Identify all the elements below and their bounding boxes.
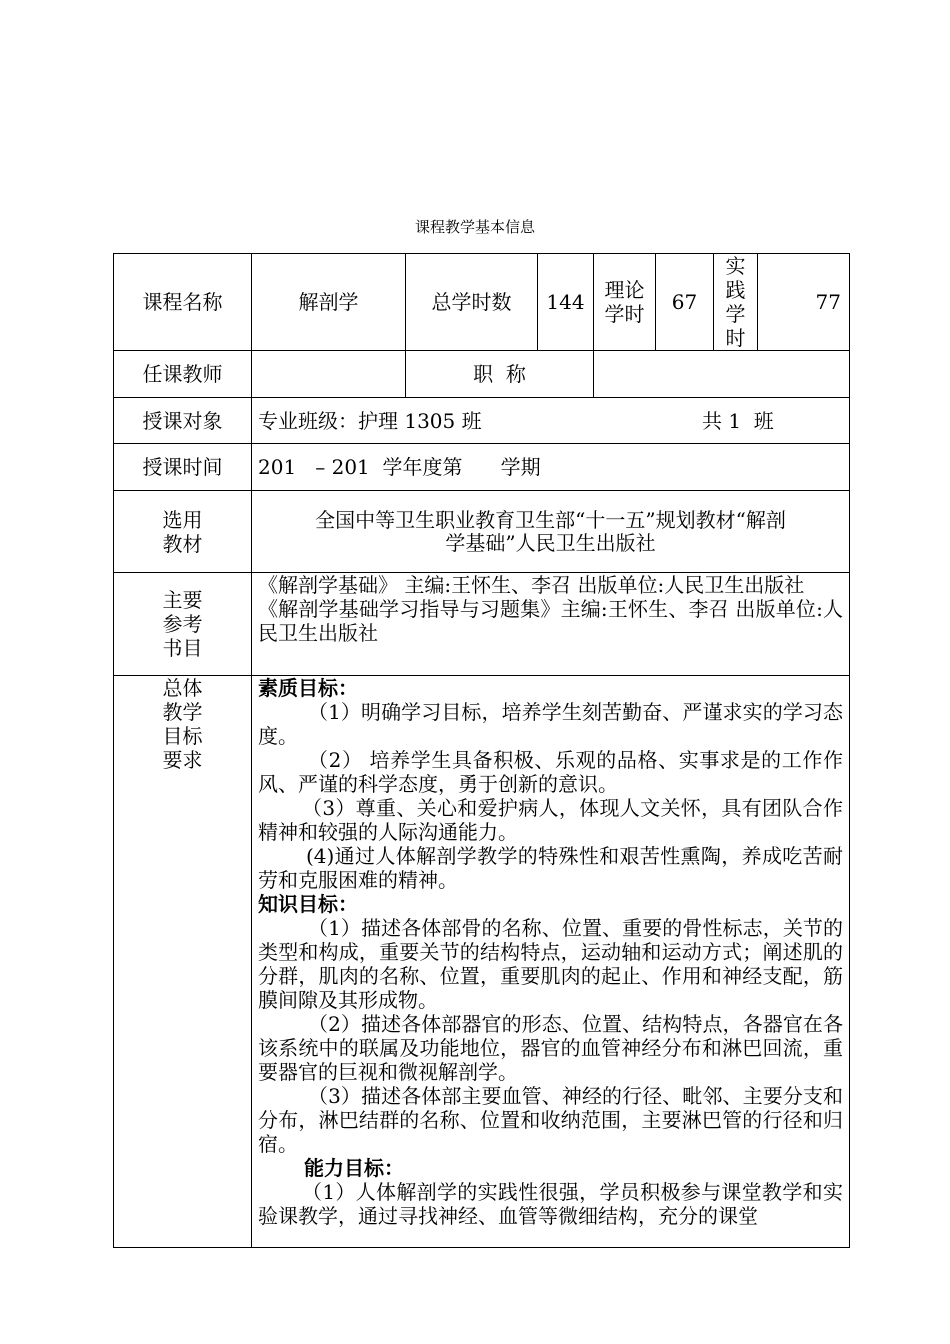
reference-1: 《解剖学基础》 主编:王怀生、李召 出版单位:人民卫生出版社 [258,573,805,597]
reference-2: 《解剖学基础学习指导与习题集》主编:王怀生、李召 出版单位:人民卫生出版社 [258,597,843,645]
knowledge-item-3: （3）描述各体部主要血管、神经的行径、毗邻、主要分支和分布，淋巴结群的名称、位置和收纳范围，主要淋巴管的行径和归宿。 [258,1084,843,1156]
time-value: 201 – 201 学年度第 学期 [252,444,850,491]
goals-label-line4: 要求 [162,748,203,772]
theory-hours-label [594,254,656,351]
target-value [252,398,850,444]
row-goals [114,676,850,1248]
course-name-value: 解剖学 [252,254,406,351]
quality-item-1: （1）明确学习目标，培养学生刻苦勤奋、严谨求实的学习态度。 [258,700,843,748]
textbook-label-line2: 教材 [162,531,203,556]
practice-label-line1: 实践 [725,254,746,302]
theory-hours-value: 67 [656,254,714,351]
textbook-value [252,491,850,573]
knowledge-heading: 知识目标： [258,892,358,916]
theory-label-line2: 学时 [604,302,645,326]
goals-label-line2: 教学 [162,700,203,724]
references-label-line2: 参考 [162,612,203,636]
textbook-line2: 学基础”人民卫生出版社 [445,530,656,555]
practice-label-line2: 学时 [725,302,746,350]
total-hours-label: 总学时数 [406,254,538,351]
teacher-value [252,351,406,398]
row-textbook [114,491,850,573]
goals-label [114,676,252,1248]
teacher-label: 任课教师 [114,351,252,398]
textbook-label-line1: 选用 [162,507,203,532]
quality-item-3: （3）尊重、关心和爱护病人，体现人文关怀，具有团队合作精神和较强的人际沟通能力。 [258,796,843,844]
target-label: 授课对象 [114,398,252,444]
row-course [114,254,850,351]
textbook-line1: 全国中等卫生职业教育卫生部“十一五”规划教材“解剖 [315,507,786,532]
quality-heading: 素质目标： [258,676,358,700]
goals-content [252,676,850,1248]
course-info-table [113,253,850,1248]
references-label-line1: 主要 [162,588,203,612]
references-label [114,573,252,676]
references-label-line3: 书目 [162,636,203,660]
references-value [252,573,850,676]
class-count: 共 1 班 [702,409,774,433]
rank-value [594,351,850,398]
total-hours-value: 144 [538,254,594,351]
knowledge-item-2: （2）描述各体部器官的形态、位置、结构特点，各器官在各该系统中的联属及功能地位，器官的血管神经分布和淋巴回流，重要器官的巨视和微视解剖学。 [258,1012,843,1084]
quality-item-4: (4)通过人体解剖学教学的特殊性和艰苦性熏陶，养成吃苦耐劳和克服困难的精神。 [258,844,843,892]
row-references [114,573,850,676]
row-teacher [114,351,850,398]
rank-label: 职 称 [406,351,594,398]
knowledge-item-1: （1）描述各体部骨的名称、位置、重要的骨性标志，关节的类型和构成，重要关节的结构特点，运动轴和运动方式；阐述肌的分群，肌肉的名称、位置，重要肌肉的起止、作用和神经支配，筋膜间隙及其形成物。 [258,916,843,1012]
ability-heading: 能力目标： [304,1156,404,1180]
textbook-label [114,491,252,573]
class-text: 专业班级：护理 1305 班 [258,408,482,433]
practice-hours-value [758,254,850,351]
row-target [114,398,850,444]
practice-hours-number: 77 [815,290,841,314]
theory-label-line1: 理论 [604,278,645,302]
quality-item-2: （2） 培养学生具备积极、乐观的品格、实事求是的工作作风、严谨的科学态度，勇于创新的意识。 [258,748,843,796]
time-label: 授课时间 [114,444,252,491]
goals-label-line1: 总体 [162,676,203,700]
ability-item-1: （1）人体解剖学的实践性很强，学员积极参与课堂教学和实验课教学，通过寻找神经、血管等微细结构，充分的课堂 [258,1180,843,1228]
goals-label-line3: 目标 [162,724,203,748]
course-name-label: 课程名称 [114,254,252,351]
document-title: 课程教学基本信息 [414,218,535,236]
practice-hours-label [714,254,758,351]
row-time [114,444,850,491]
